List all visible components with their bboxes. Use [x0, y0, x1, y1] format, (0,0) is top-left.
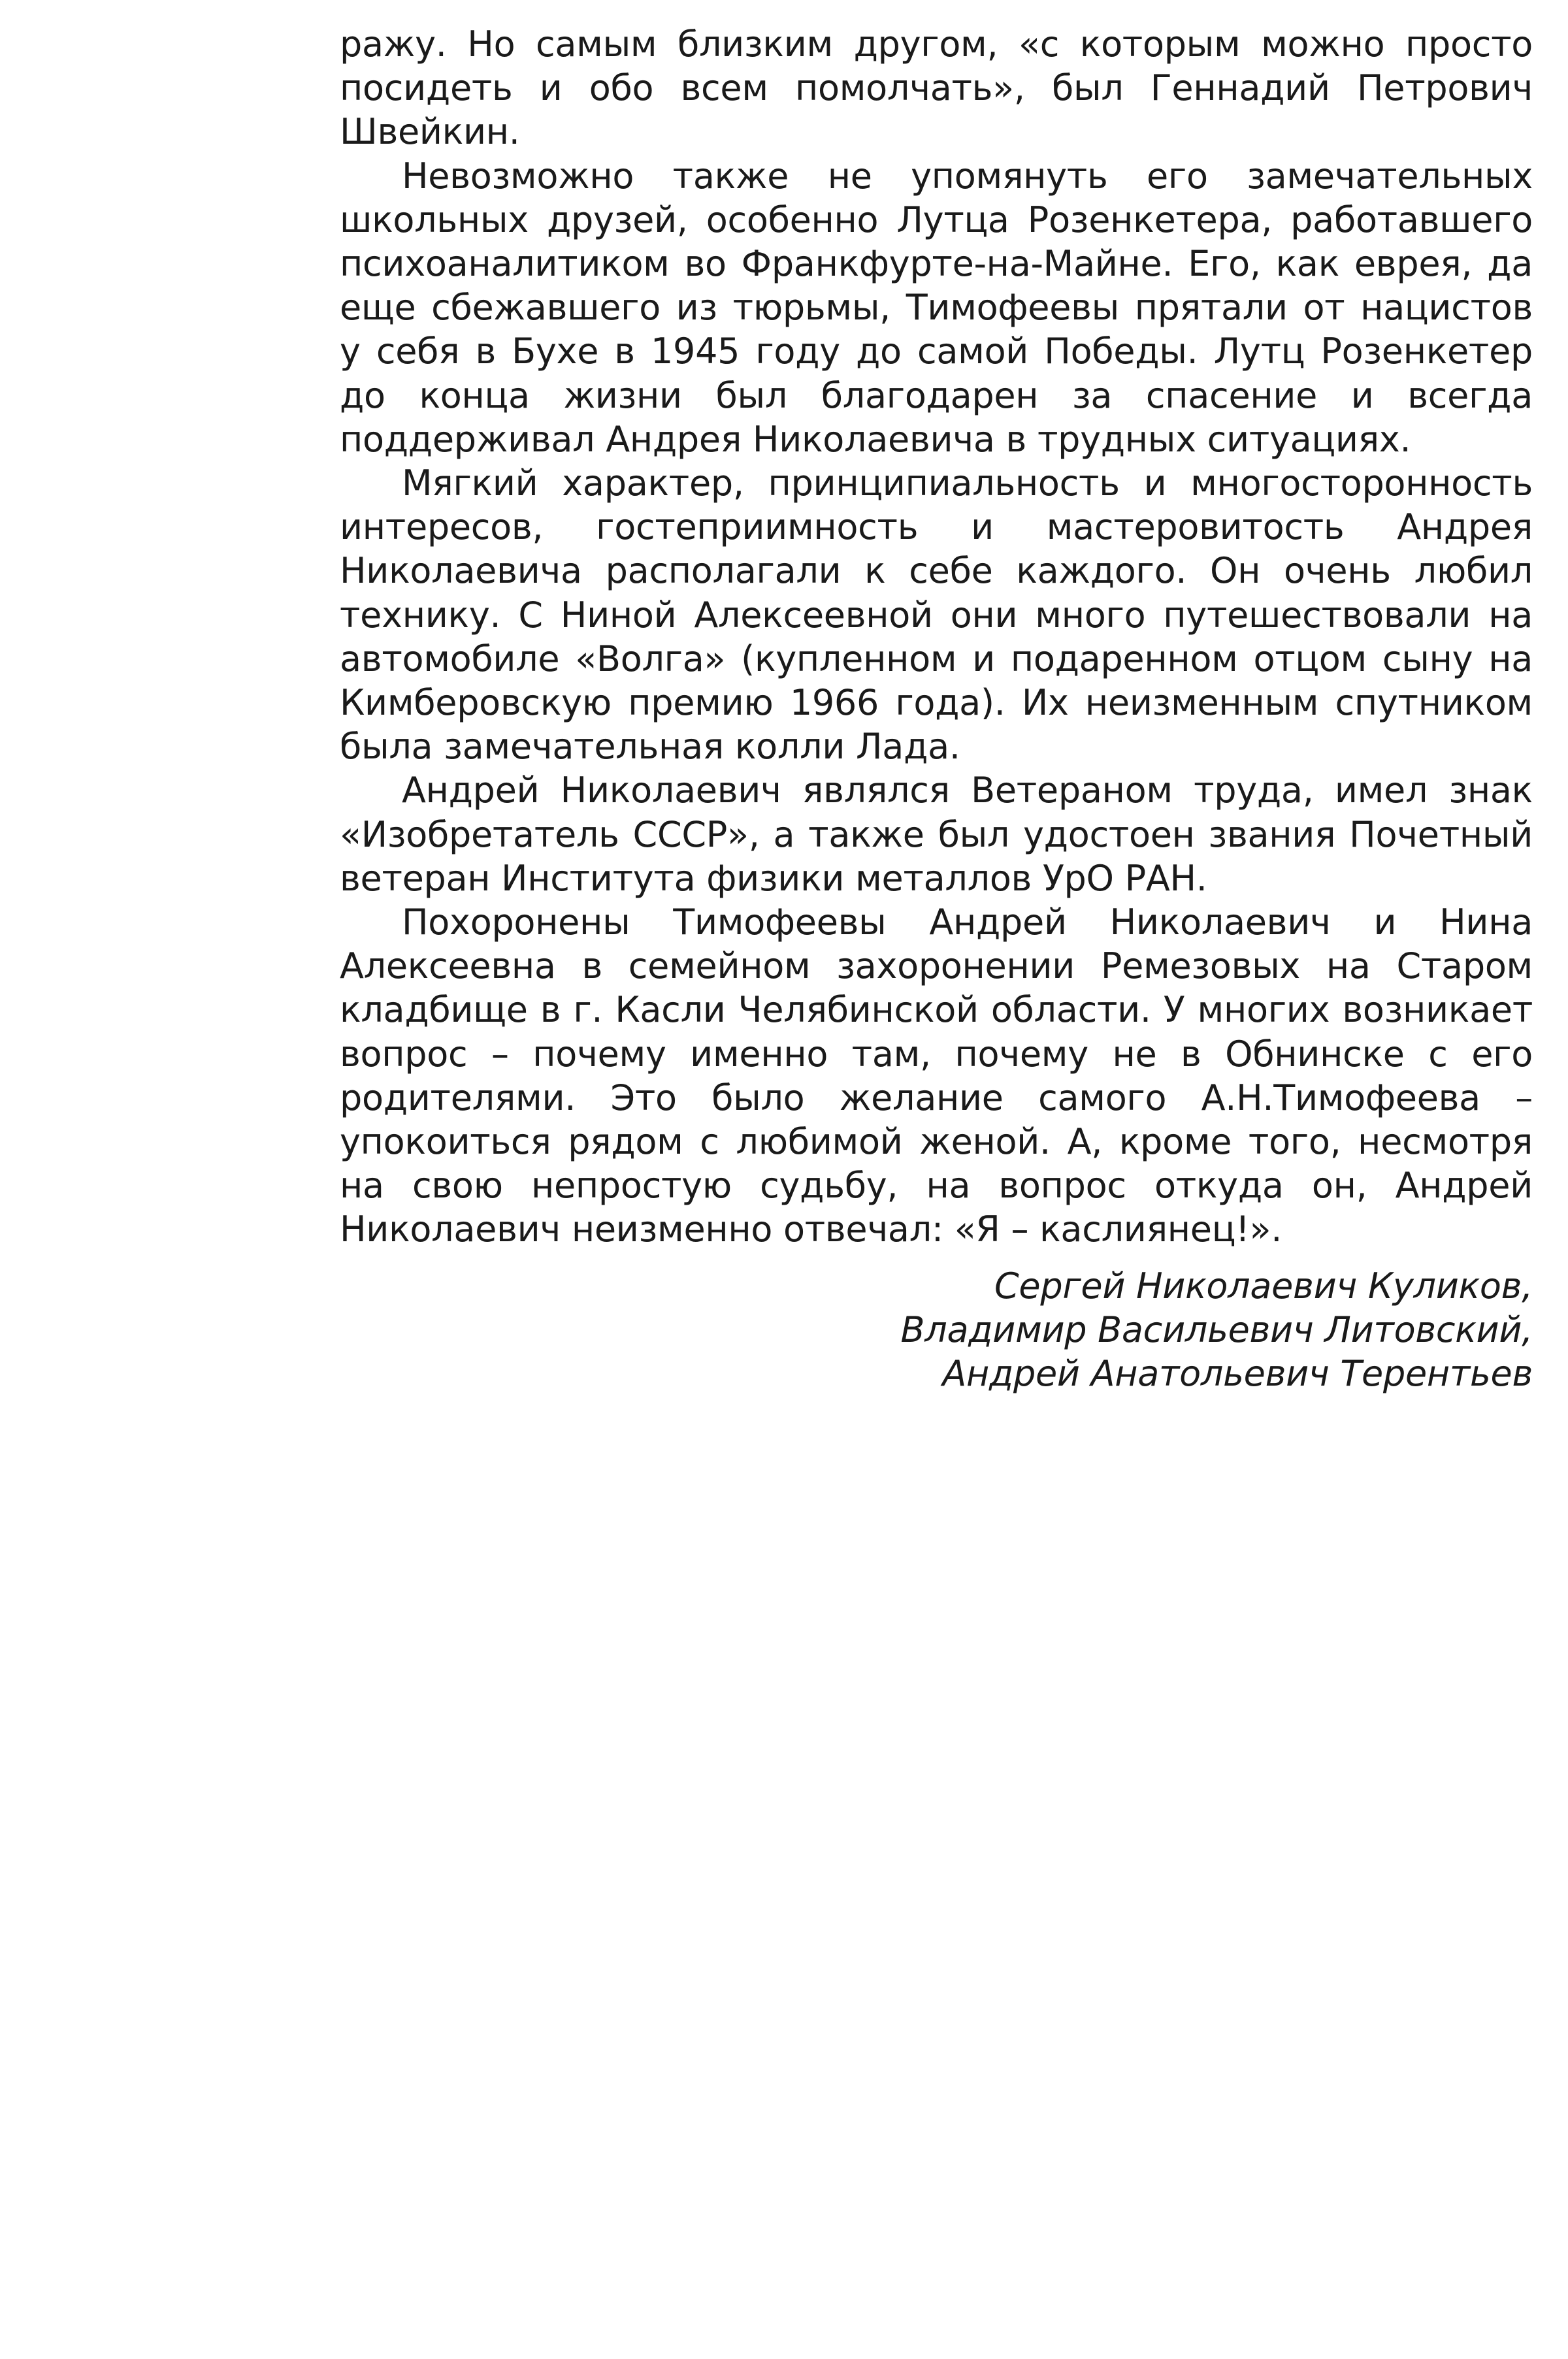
paragraph-3: Мягкий характер, принципиальность и многосторонность интересов, гостеприимность и мастеровитость Андрея Николаевича располагали к себе каждого. Он очень любил технику. С Ниной Алексеевной они много путешествовали на автомобиле «Волга» (купленном и подаренном отцом сыну на Кимберовскую премию 1966 года). Их неизменным спутником была замечательная колли Лада.	[340, 463, 1533, 768]
author-signature-block	[618, 1264, 1533, 1395]
author-3: Андрей Анатольевич Терентьев	[942, 1353, 1533, 1394]
paragraph-2: Невозможно также не упомянуть его замечательных школьных друзей, особенно Лутца Розенкетера, работавшего психоаналитиком во Франкфурте-на-Майне. Его, как еврея, да еще сбежавшего из тюрьмы, Тимофеевы прятали от нацистов у себя в Бухе в 1945 году до самой Победы. Лутц Розенкетер до конца жизни был благодарен за спасение и всегда поддерживал Андрея Николаевича в трудных ситуациях.	[340, 155, 1533, 460]
author-2: Владимир Васильевич Литовский,	[900, 1309, 1533, 1350]
paragraph-4: Андрей Николаевич являлся Ветераном труда, имел знак «Изобретатель СССР», а также был удостоен звания Почетный ветеран Института физики металлов УрО РАН.	[340, 770, 1533, 899]
author-1: Сергей Николаевич Куликов,	[994, 1265, 1533, 1307]
paragraph-5: Похоронены Тимофеевы Андрей Николаевич и Нина Алексеевна в семейном захоронении Ремезовых на Старом кладбище в г. Касли Челябинской области. У многих возникает вопрос – почему именно там, почему не в Обнинске с его родителями. Это было желание самого А.Н.Тимофеева – упокоиться рядом с любимой женой. А, кроме того, несмотря на свою непростую судьбу, на вопрос откуда он, Андрей Николаевич неизменно отвечал: «Я – каслиянец!».	[340, 902, 1533, 1250]
body-text	[340, 22, 1533, 1252]
paragraph-1: ражу. Но самым близким другом, «с которым можно просто посидеть и обо всем помолчать», был Геннадий Петрович Швейкин.	[340, 24, 1533, 153]
